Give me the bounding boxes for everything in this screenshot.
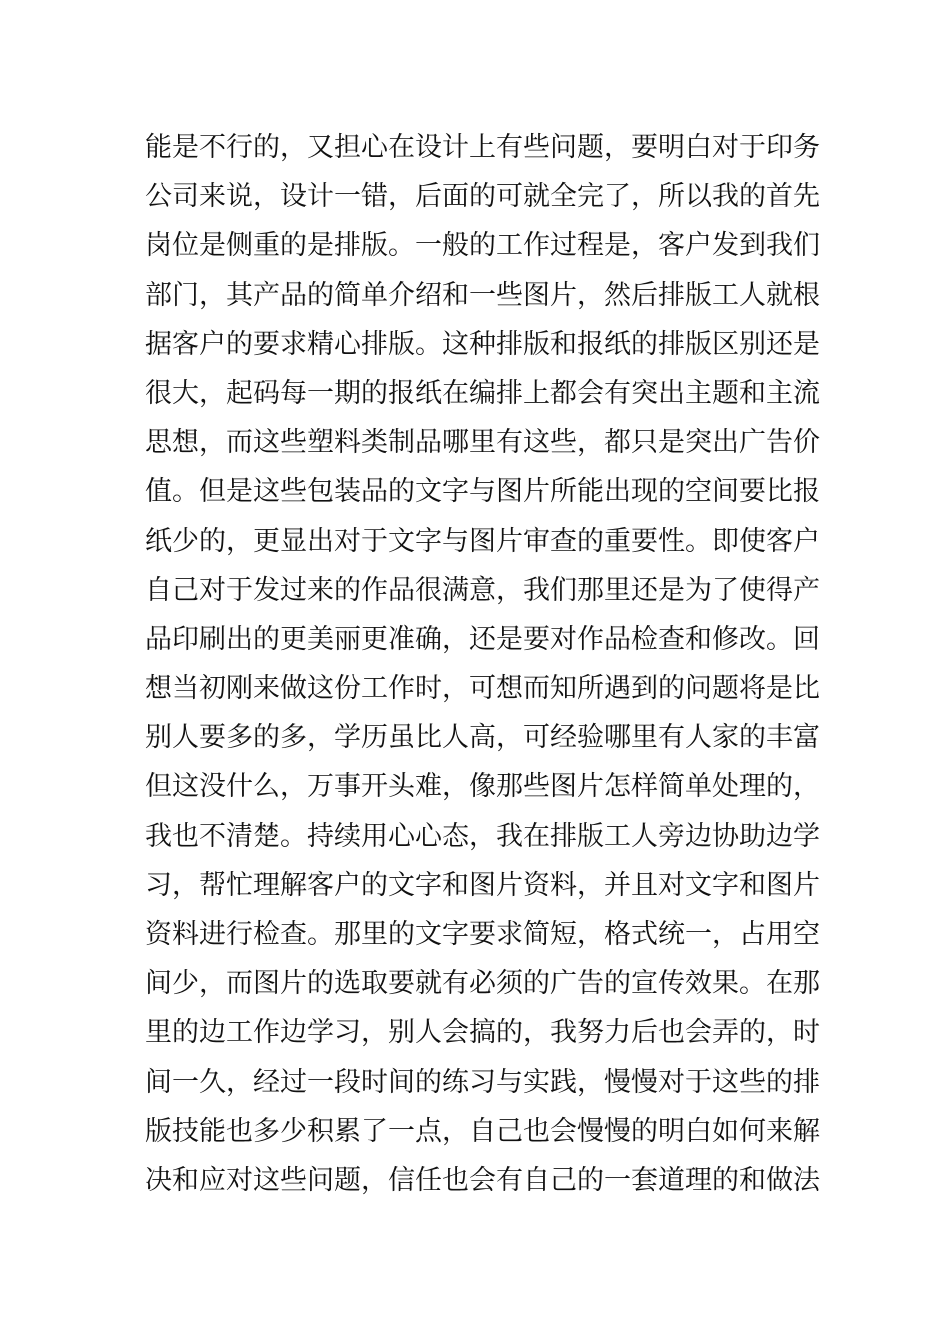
text-line: 版技能也多少积累了一点，自己也会慢慢的明白如何来解 [145, 1115, 820, 1147]
text-line: 部门，其产品的简单介绍和一些图片，然后排版工人就根 [145, 279, 820, 311]
body-paragraph [145, 123, 820, 1205]
text-line: 公司来说，设计一错，后面的可就全完了，所以我的首先 [145, 181, 820, 213]
text-line: 间一久，经过一段时间的练习与实践，慢慢对于这些的排 [145, 1066, 820, 1098]
text-line: 纸少的，更显出对于文字与图片审查的重要性。即使客户 [145, 525, 820, 557]
text-line: 岗位是侧重的是排版。一般的工作过程是，客户发到我们 [145, 230, 820, 262]
text-line: 自己对于发过来的作品很满意，我们那里还是为了使得产 [145, 574, 820, 606]
text-line: 能是不行的，又担心在设计上有些问题，要明白对于印务 [145, 132, 820, 163]
text-line: 资料进行检查。那里的文字要求简短，格式统一，占用空 [145, 919, 820, 950]
text-line: 思想，而这些塑料类制品哪里有这些，都只是突出广告价 [145, 427, 820, 459]
text-line: 但这没什么，万事开头难，像那些图片怎样简单处理的， [145, 771, 820, 803]
text-line: 值。但是这些包装品的文字与图片所能出现的空间要比报 [145, 476, 820, 508]
text-line: 我也不清楚。持续用心心态，我在排版工人旁边协助边学 [145, 820, 820, 852]
text-line: 据客户的要求精心排版。这种排版和报纸的排版区别还是 [145, 328, 820, 360]
text-line: 品印刷出的更美丽更准确，还是要对作品检查和修改。回 [145, 623, 820, 655]
text-line: 里的边工作边学习，别人会搞的，我努力后也会弄的，时 [145, 1017, 820, 1049]
text-line: 很大，起码每一期的报纸在编排上都会有突出主题和主流 [145, 377, 820, 409]
text-line: 间少，而图片的选取要就有必须的广告的宣传效果。在那 [145, 968, 820, 1000]
text-line: 别人要多的多，学历虽比人高，可经验哪里有人家的丰富 [145, 722, 820, 754]
text-line: 决和应对这些问题，信任也会有自己的一套道理的和做法 [145, 1164, 820, 1196]
text-line: 习，帮忙理解客户的文字和图片资料，并且对文字和图片 [145, 869, 820, 901]
text-line: 想当初刚来做这份工作时，可想而知所遇到的问题将是比 [145, 673, 820, 705]
